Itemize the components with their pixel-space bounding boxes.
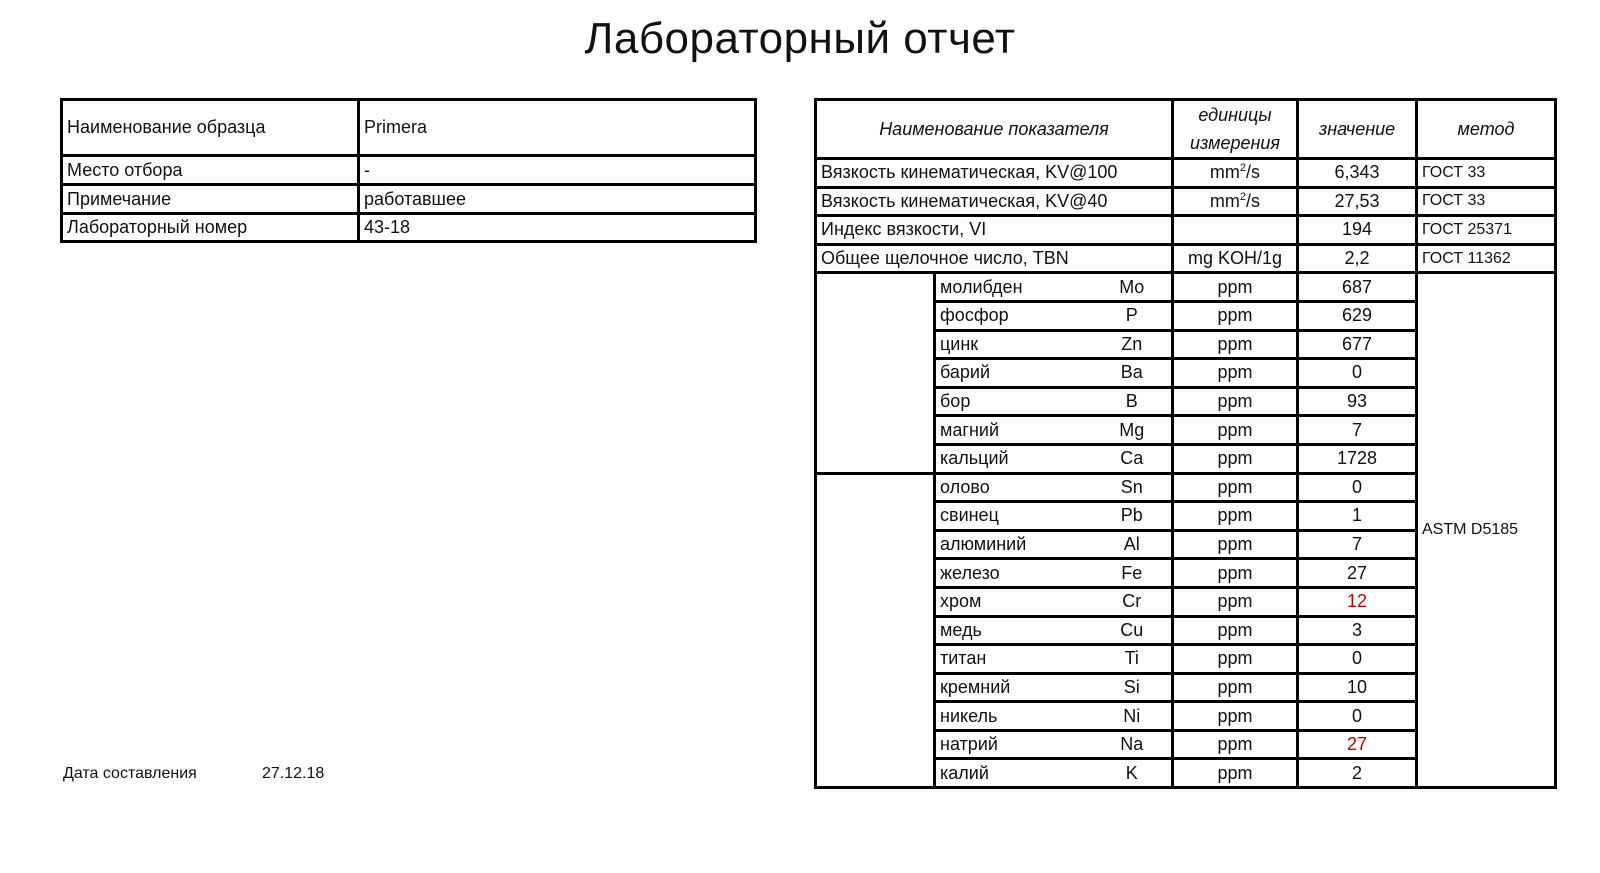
element-value: 7 xyxy=(1298,530,1417,559)
compile-date-value: 27.12.18 xyxy=(262,765,325,782)
element-value: 2 xyxy=(1298,759,1417,788)
element-unit: ppm xyxy=(1173,673,1298,702)
element-value: 7 xyxy=(1298,416,1417,445)
indicator-name: Общее щелочное число, TBN xyxy=(816,244,1173,273)
element-name: титан xyxy=(935,645,1093,674)
element-name: железо xyxy=(935,559,1093,588)
element-unit: ppm xyxy=(1173,559,1298,588)
element-value: 0 xyxy=(1298,473,1417,502)
element-symbol: Mo xyxy=(1093,273,1173,302)
element-value: 93 xyxy=(1298,387,1417,416)
indicator-method: ГОСТ 25371 xyxy=(1417,216,1556,245)
element-value: 27 xyxy=(1298,730,1417,759)
element-unit: ppm xyxy=(1173,730,1298,759)
element-symbol: Fe xyxy=(1093,559,1173,588)
element-name: натрий xyxy=(935,730,1093,759)
header-value: значение xyxy=(1298,100,1417,159)
element-symbol: K xyxy=(1093,759,1173,788)
element-name: кальций xyxy=(935,444,1093,473)
element-unit: ppm xyxy=(1173,359,1298,388)
element-symbol: Ti xyxy=(1093,645,1173,674)
indicator-row xyxy=(816,216,1556,245)
element-symbol: Mg xyxy=(1093,416,1173,445)
indicator-method: ГОСТ 33 xyxy=(1417,187,1556,216)
element-symbol: Sn xyxy=(1093,473,1173,502)
compile-date-label: Дата составления xyxy=(63,765,197,782)
element-symbol: Zn xyxy=(1093,330,1173,359)
indicator-value: 27,53 xyxy=(1298,187,1417,216)
indicator-value: 6,343 xyxy=(1298,159,1417,188)
info-label: Место отбора xyxy=(62,156,359,185)
element-unit: ppm xyxy=(1173,473,1298,502)
element-unit: ppm xyxy=(1173,759,1298,788)
element-value: 677 xyxy=(1298,330,1417,359)
element-name: бор xyxy=(935,387,1093,416)
element-name: фосфор xyxy=(935,301,1093,330)
element-unit: ppm xyxy=(1173,330,1298,359)
page-title: Лабораторный отчет xyxy=(584,14,1016,63)
group-blank-cell xyxy=(816,273,935,473)
element-name: свинец xyxy=(935,502,1093,531)
element-unit: ppm xyxy=(1173,616,1298,645)
sample-info-table xyxy=(60,98,757,243)
element-value: 27 xyxy=(1298,559,1417,588)
info-label: Лабораторный номер xyxy=(62,214,359,242)
element-symbol: Al xyxy=(1093,530,1173,559)
element-unit: ppm xyxy=(1173,273,1298,302)
element-name: магний xyxy=(935,416,1093,445)
header-method: метод xyxy=(1417,100,1556,159)
element-value: 3 xyxy=(1298,616,1417,645)
indicator-unit: mg KOH/1g xyxy=(1173,244,1298,273)
element-symbol: B xyxy=(1093,387,1173,416)
indicator-method: ГОСТ 33 xyxy=(1417,159,1556,188)
info-value: Primera xyxy=(359,100,756,156)
indicator-unit: $mm^2/s$ xyxy=(1173,159,1298,188)
info-value: 43-18 xyxy=(359,214,756,242)
indicator-unit: $mm^2/s$ xyxy=(1173,187,1298,216)
info-label: Наименование образца xyxy=(62,100,359,156)
element-value: 1 xyxy=(1298,502,1417,531)
element-name: барий xyxy=(935,359,1093,388)
indicator-unit xyxy=(1173,216,1298,245)
element-value: 10 xyxy=(1298,673,1417,702)
indicator-row xyxy=(816,244,1556,273)
indicator-method: ГОСТ 11362 xyxy=(1417,244,1556,273)
indicator-value: 2,2 xyxy=(1298,244,1417,273)
element-unit: ppm xyxy=(1173,502,1298,531)
footer xyxy=(63,765,325,783)
element-name: медь xyxy=(935,616,1093,645)
element-symbol: Ni xyxy=(1093,702,1173,731)
element-method: ASTM D5185 xyxy=(1417,273,1556,788)
indicator-name: Индекс вязкости, VI xyxy=(816,216,1173,245)
element-unit: ppm xyxy=(1173,416,1298,445)
info-value: работавшее xyxy=(359,185,756,214)
indicator-row xyxy=(816,187,1556,216)
element-value: 629 xyxy=(1298,301,1417,330)
indicator-row xyxy=(816,159,1556,188)
element-name: олово xyxy=(935,473,1093,502)
element-value: 0 xyxy=(1298,645,1417,674)
element-symbol: Cr xyxy=(1093,587,1173,616)
element-unit: ppm xyxy=(1173,645,1298,674)
results-table xyxy=(814,98,1557,789)
element-name: никель xyxy=(935,702,1093,731)
element-unit: ppm xyxy=(1173,530,1298,559)
indicator-name: Вязкость кинематическая, KV@100 xyxy=(816,159,1173,188)
group-blank-cell xyxy=(816,473,935,788)
element-symbol: Ba xyxy=(1093,359,1173,388)
element-row xyxy=(816,273,1556,302)
element-symbol: Pb xyxy=(1093,502,1173,531)
element-unit: ppm xyxy=(1173,587,1298,616)
element-value: 687 xyxy=(1298,273,1417,302)
indicator-value: 194 xyxy=(1298,216,1417,245)
element-value: 12 xyxy=(1298,587,1417,616)
element-symbol: Na xyxy=(1093,730,1173,759)
element-symbol: P xyxy=(1093,301,1173,330)
element-name: кремний xyxy=(935,673,1093,702)
element-name: цинк xyxy=(935,330,1093,359)
element-unit: ppm xyxy=(1173,702,1298,731)
element-unit: ppm xyxy=(1173,387,1298,416)
element-name: алюминий xyxy=(935,530,1093,559)
header-indicator: Наименование показателя xyxy=(816,100,1173,159)
info-label: Примечание xyxy=(62,185,359,214)
element-unit: ppm xyxy=(1173,444,1298,473)
element-symbol: Cu xyxy=(1093,616,1173,645)
element-symbol: Si xyxy=(1093,673,1173,702)
element-value: 1728 xyxy=(1298,444,1417,473)
info-value: - xyxy=(359,156,756,185)
element-symbol: Ca xyxy=(1093,444,1173,473)
element-name: молибден xyxy=(935,273,1093,302)
element-name: калий xyxy=(935,759,1093,788)
element-value: 0 xyxy=(1298,702,1417,731)
header-unit: единицы измерения xyxy=(1173,100,1298,159)
element-value: 0 xyxy=(1298,359,1417,388)
element-unit: ppm xyxy=(1173,301,1298,330)
indicator-name: Вязкость кинематическая, KV@40 xyxy=(816,187,1173,216)
element-name: хром xyxy=(935,587,1093,616)
